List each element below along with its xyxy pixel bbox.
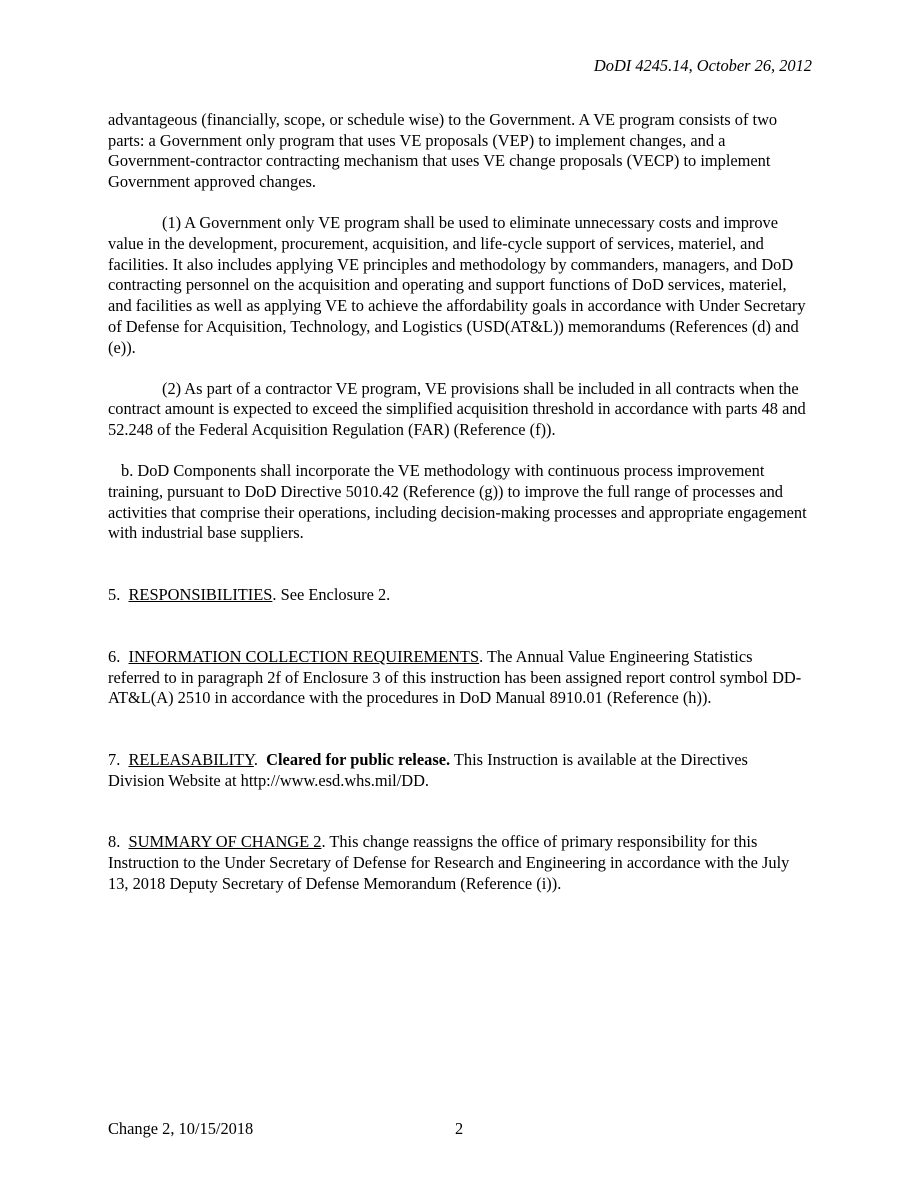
section-7-text: This Instruction is available at the Directives Division Website at http://www.esd.whs.mil/DD. [108, 749, 748, 790]
section-7 [108, 750, 808, 791]
section-5 [108, 585, 808, 606]
section-6-heading: INFORMATION COLLECTION REQUIREMENTS [128, 646, 480, 666]
document-reference: DoDI 4245.14, October 26, 2012 [593, 56, 812, 75]
section-8-heading: SUMMARY OF CHANGE 2 [128, 832, 322, 852]
section-6 [108, 647, 808, 709]
section-5-heading: RESPONSIBILITIES [128, 585, 273, 605]
paragraph-item-2: (2) As part of a contractor VE program, VE provisions shall be included in all contracts when the contract amount is expected to exceed the simplified acquisition threshold in accordance with parts 48 and 52.248 of the Federal Acquisition Regulation (FAR) (Reference (f)). [108, 378, 806, 440]
section-8-number: 8. [108, 832, 121, 852]
section-6-text: . The Annual Value Engineering Statistics referred to in paragraph 2f of Enclosure 3 of this instruction has been assigned report control symbol DD-AT&L(A) 2510 in accordance with the procedures in DoD Manual 8910.01 (Reference (h)). [108, 646, 802, 708]
footer-change-date: Change 2, 10/15/2018 [108, 1119, 254, 1138]
section-7-number: 7. [108, 749, 121, 769]
paragraph-item-1: (1) A Government only VE program shall be used to eliminate unnecessary costs and improve value in the development, procurement, acquisition, and life-cycle support of services, materiel, and facilities. It also includes applying VE principles and methodology by commanders, managers, and DoD contracting personnel on the acquisition and operating and support functions of DoD services, materiel, and facilities as well as applying VE to achieve the affordability goals in accordance with Under Secretary of Defense for Acquisition, Technology, and Logistics (USD(AT&L)) memorandums (References (d) and (e)). [108, 213, 806, 357]
section-7-bold-text: Cleared for public release. [266, 749, 451, 769]
document-body [108, 110, 808, 894]
section-8-text: . This change reassigns the office of primary responsibility for this Instruction to the Under Secretary of Defense for Research and Engineering in accordance with the July 13, 2018 Deputy Secretary of Defense Memorandum (Reference (i)). [108, 832, 790, 893]
section-5-number: 5. [108, 585, 121, 605]
section-7-separator: . [253, 749, 267, 769]
section-8 [108, 832, 808, 894]
section-6-number: 6. [108, 646, 121, 666]
paragraph-item-b: b. DoD Components shall incorporate the VE methodology with continuous process improvement training, pursuant to DoD Directive 5010.42 (Reference (g)) to improve the full range of processes and activities that comprise their operations, including decision-making processes and appropriate engagement with industrial base suppliers. [108, 461, 807, 543]
section-7-heading: RELEASABILITY [128, 749, 254, 769]
page-footer [108, 1119, 808, 1141]
section-5-text: . See Enclosure 2. [272, 585, 391, 605]
intro-paragraph: advantageous (financially, scope, or schedule wise) to the Government. A VE program consists of two parts: a Government only program that uses VE proposals (VEP) to implement changes, and a Government-contractor contracting mechanism that uses VE change proposals (VECP) to implement Government approved changes. [108, 110, 778, 192]
page-number: 2 [455, 1119, 464, 1138]
